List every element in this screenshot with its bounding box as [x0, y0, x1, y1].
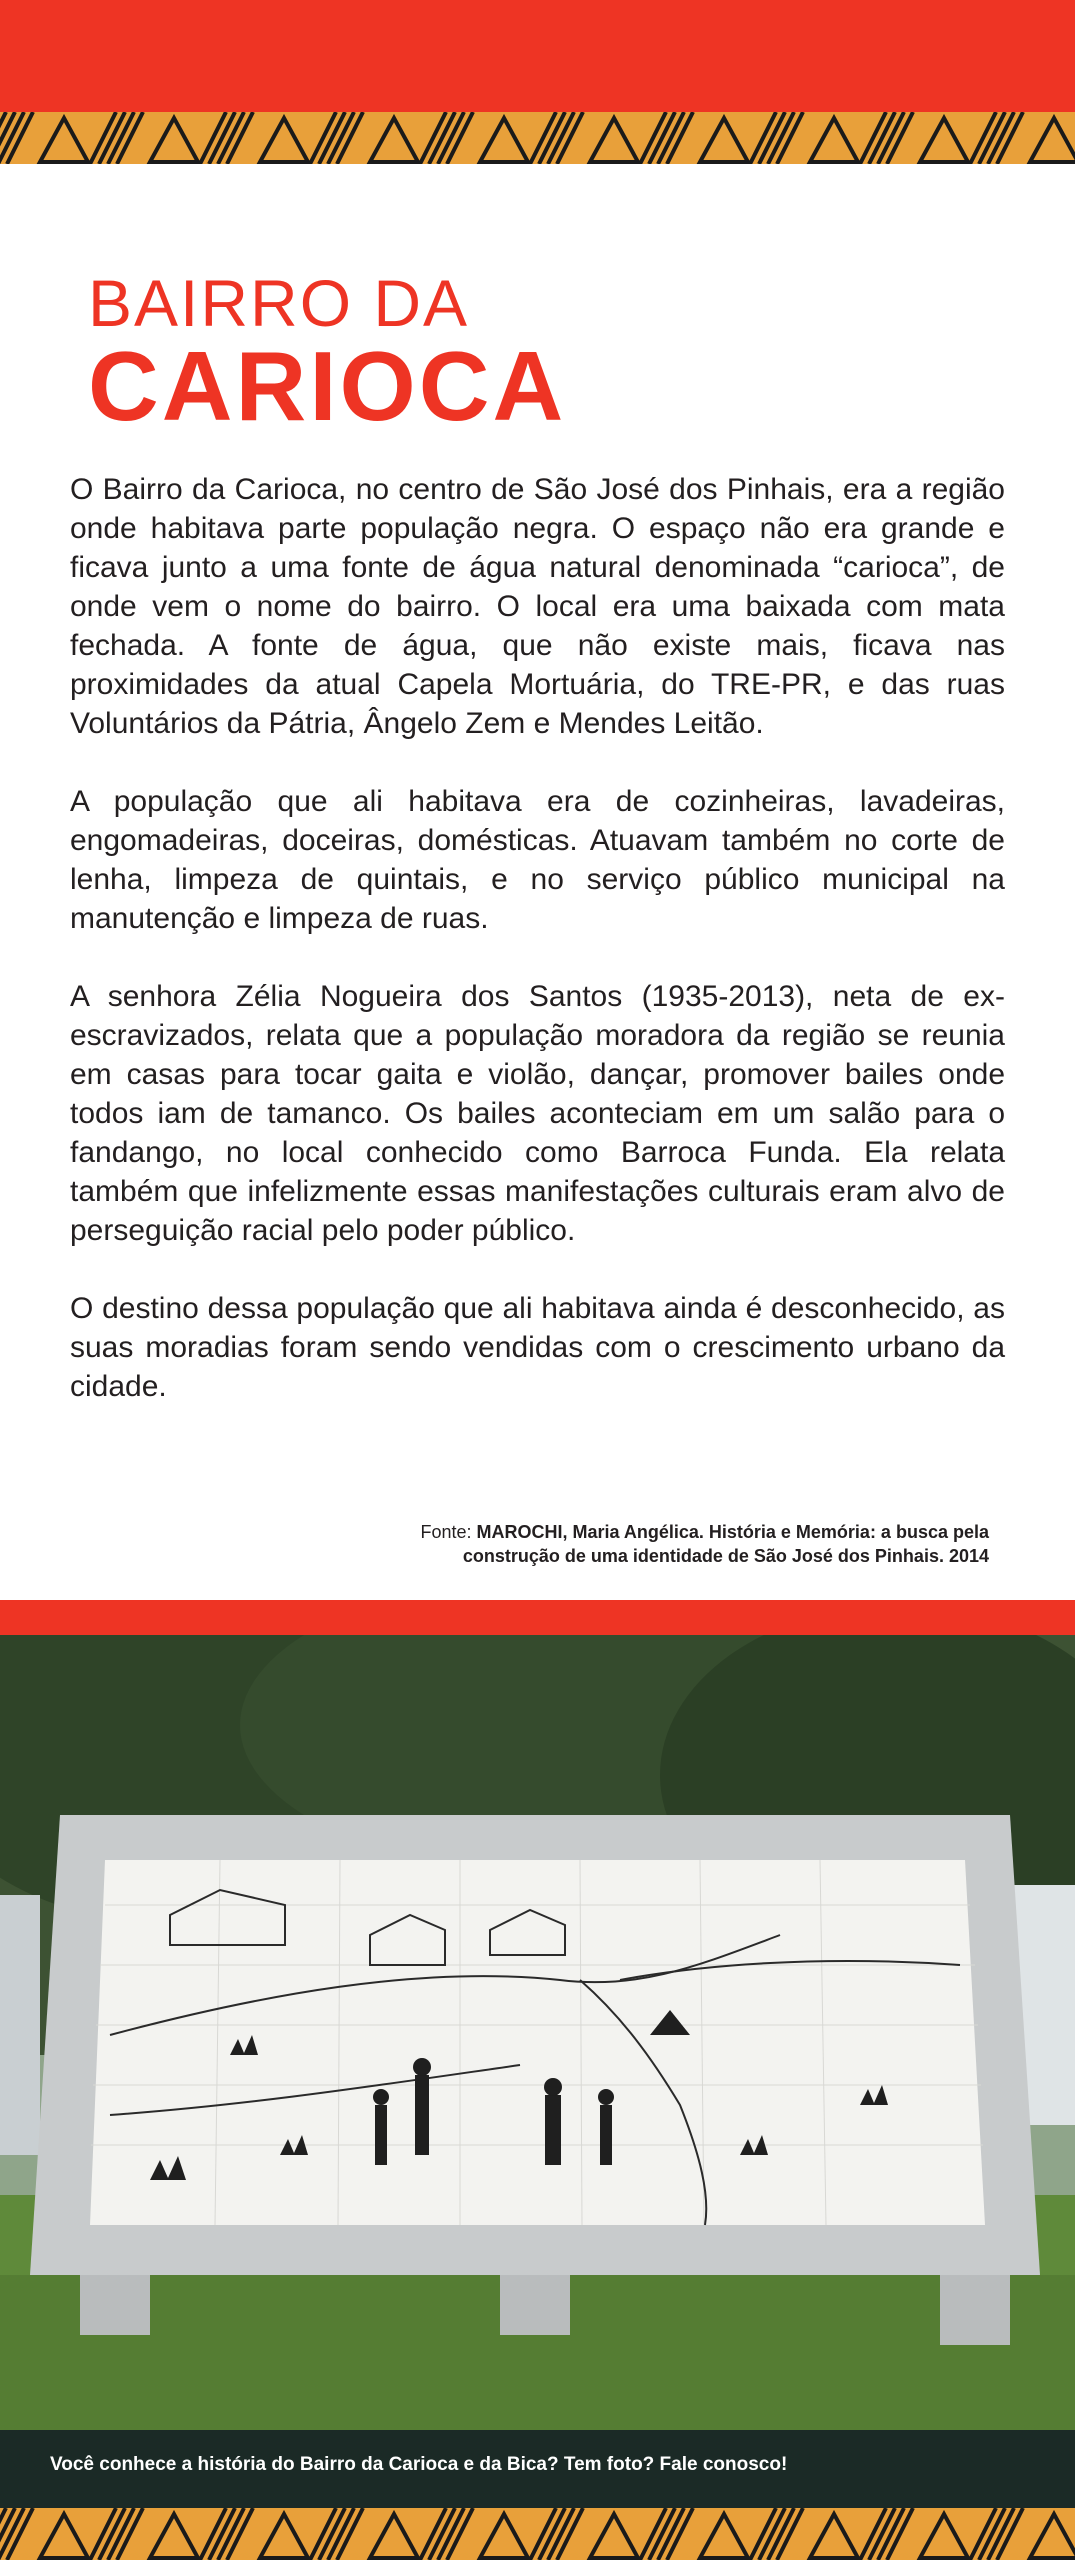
- source-line-2: construção de uma identidade de São José dos Pinhais. 2014: [462, 1546, 989, 1566]
- bottom-tribal-pattern: [0, 2508, 1075, 2560]
- paragraph: O destino dessa população que ali habitava ainda é desconhecido, as suas moradias foram sendo vendidas com o crescimento urbano da cidade.: [70, 1292, 1005, 1403]
- footer-bar: [0, 2430, 1075, 2508]
- paragraph: A população que ali habitava era de cozinheiras, lavadeiras, engomadeiras, doceiras, domésticas. Atuavam também no corte de lenha, limpeza de quintais, e no serviço público municipal na manutenção e limpeza de ruas.: [70, 785, 1005, 935]
- article-body: [70, 470, 1005, 1445]
- source-label: Fonte:: [420, 1522, 472, 1542]
- paragraph: O Bairro da Carioca, no centro de São José dos Pinhais, era a região onde habitava parte população negra. O espaço não era grande e ficava junto a uma fonte de água natural denominada “carioca”, de onde vem o nome do bairro. O local era uma baixada com mata fechada. A fonte de água, que não existe mais, ficava nas proximidades da atual Capela Mortuária, do TRE-PR, e das ruas Voluntários da Pátria, Ângelo Zem e Mendes Leitão.: [70, 473, 1005, 740]
- paragraph: A senhora Zélia Nogueira dos Santos (1935-2013), neta de ex-escravizados, relata que a população moradora da região se reunia em casas para tocar gaita e violão, dançar, promover bailes onde todos iam de tamanco. Os bailes aconteciam em um salão para o fandango, no local conhecido como Barroca Funda. Ela relata também que infelizmente essas manifestações culturais eram alvo de perseguição racial pelo poder público.: [70, 980, 1005, 1247]
- red-divider-strip: [0, 1600, 1075, 1635]
- top-tribal-pattern: [0, 112, 1075, 164]
- page-title: [88, 266, 567, 441]
- source-citation: [289, 1520, 989, 1568]
- mural-photo: [0, 1635, 1075, 2430]
- top-red-band: [0, 0, 1075, 115]
- footer-call-to-action: Você conhece a história do Bairro da Carioca e da Bica? Tem foto? Fale conosco!: [50, 2454, 788, 2475]
- source-line-1: MAROCHI, Maria Angélica. História e Memória: a busca pela: [476, 1522, 989, 1542]
- title-line-1: BAIRRO DA: [88, 266, 470, 340]
- title-line-2: CARIOCA: [88, 331, 567, 441]
